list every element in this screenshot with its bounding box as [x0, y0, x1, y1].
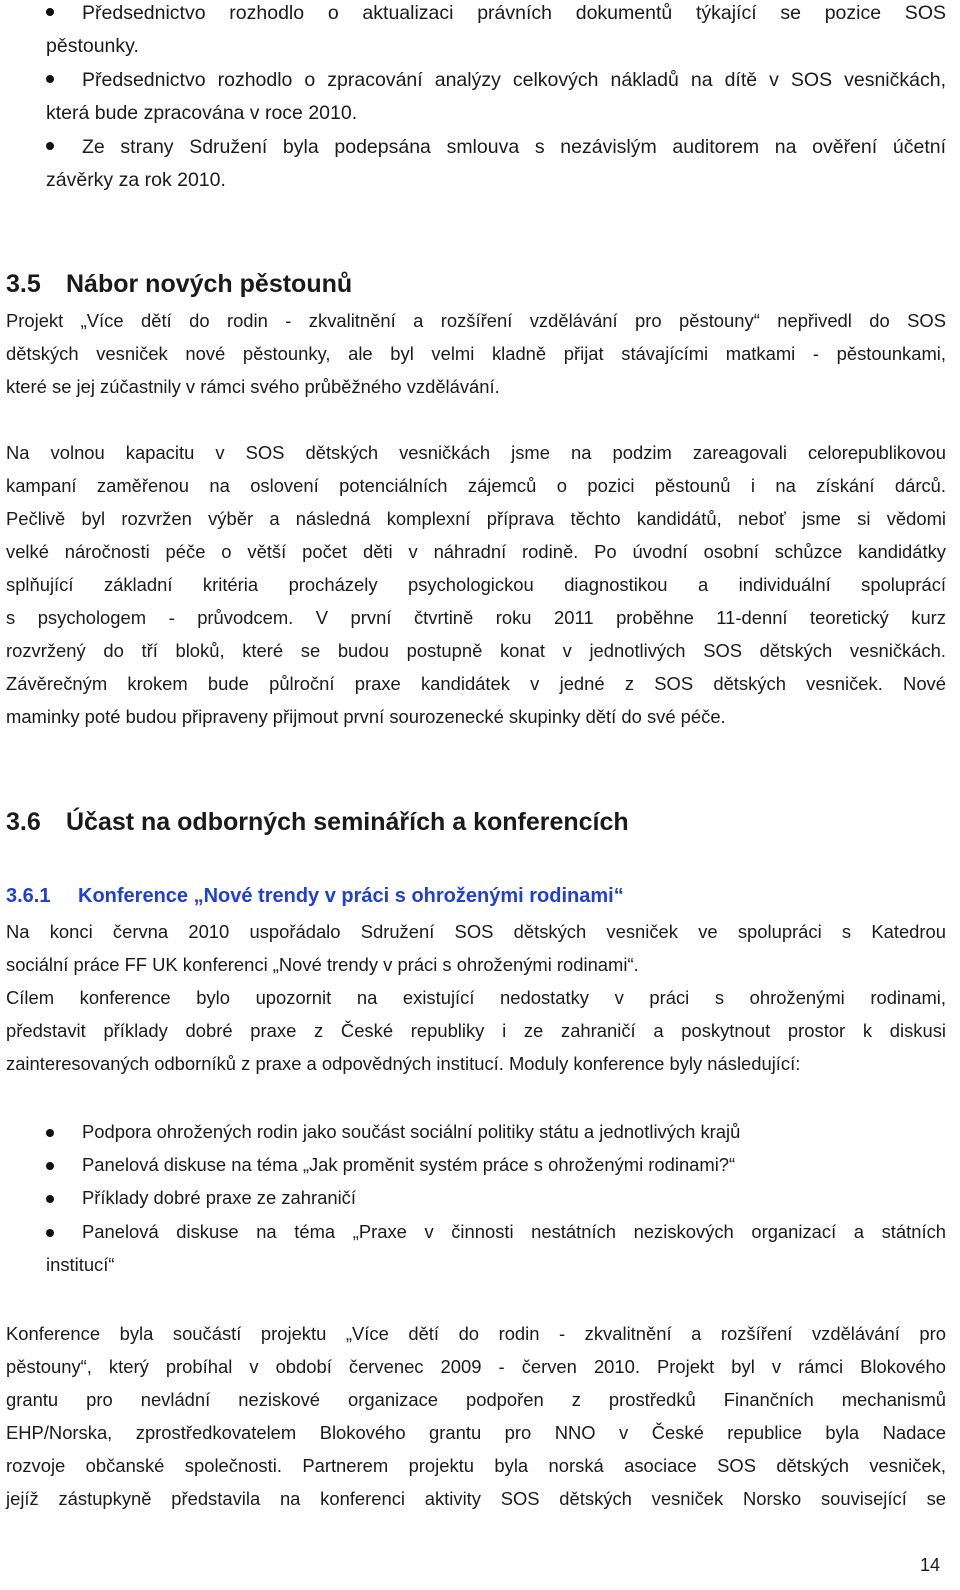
- section-number: 3.5: [6, 270, 41, 298]
- bullet-icon: [46, 1229, 54, 1237]
- paragraph-line: Pečlivě byl rozvržen výběr a následná komplexní příprava těchto kandidátů, neboť jsme si vědomi: [6, 508, 946, 529]
- section-heading-3-5: [6, 268, 946, 300]
- list-item: Panelová diskuse na téma „Jak proměnit systém práce s ohroženými rodinami?“: [82, 1154, 736, 1175]
- section-title: Nábor nových pěstounů: [66, 270, 353, 298]
- section-title: Účast na odborných seminářích a konferencích: [66, 808, 629, 836]
- list-item: Panelová diskuse na téma „Praxe v činnosti nestátních neziskových organizací a státních: [82, 1221, 946, 1242]
- page-number: 14: [919, 1555, 940, 1575]
- paragraph-line: EHP/Norska, zprostředkovatelem Blokového grantu pro NNO v České republice byla Nadace: [6, 1422, 946, 1443]
- bullet-icon: [46, 8, 54, 16]
- list-item-line: Ze strany Sdružení byla podepsána smlouva s nezávislým auditorem na ověření účetní: [82, 136, 946, 158]
- paragraph-line: pěstouny“, který probíhal v období červenec 2009 - červen 2010. Projekt byl v rámci Blokového: [6, 1356, 946, 1377]
- paragraph-line: rozvržený do tří bloků, které se budou postupně konat v jednotlivých SOS dětských vesničkách.: [6, 640, 946, 661]
- list-item-line: Předsednictvo rozhodlo o aktualizaci právních dokumentů týkající se pozice SOS: [82, 2, 946, 24]
- paragraph-line: které se jej zúčastnily v rámci svého průběžného vzdělávání.: [6, 376, 500, 397]
- paragraph-line: Cílem konference bylo upozornit na existující nedostatky v práci s ohroženými rodinami,: [6, 987, 946, 1008]
- paragraph-line: představit příklady dobré praxe z České republiky i ze zahraničí a poskytnout prostor k diskusi: [6, 1020, 946, 1041]
- paragraph-line: Na konci června 2010 uspořádalo Sdružení SOS dětských vesniček ve spolupráci s Katedrou: [6, 921, 946, 942]
- paragraph-line: sociální práce FF UK konferenci „Nové trendy v práci s ohroženými rodinami“.: [6, 954, 639, 975]
- list-item: Příklady dobré praxe ze zahraničí: [82, 1187, 356, 1208]
- subsection-number: 3.6.1: [6, 885, 51, 907]
- paragraph-line: Závěrečným krokem bude půlroční praxe kandidátek v jedné z SOS dětských vesniček. Nové: [6, 673, 946, 694]
- paragraph-line: splňující základní kritéria procházely psychologickou diagnostikou a individuální spoluprácí: [6, 574, 946, 595]
- subsection-heading-3-6-1: [6, 881, 946, 911]
- bullet-icon: [46, 142, 54, 150]
- bullet-icon: [46, 1162, 54, 1170]
- paragraph-line: velké náročnosti péče o větší počet děti v náhradní rodině. Po úvodní osobní schůzce kandidátky: [6, 541, 946, 562]
- paragraph-line: rozvoje občanské společnosti. Partnerem projektu byla norská asociace SOS dětských vesniček,: [6, 1455, 946, 1476]
- list-item-line: závěrky za rok 2010.: [46, 169, 226, 191]
- bullet-icon: [46, 1195, 54, 1203]
- paragraph-line: jejíž zástupkyně představila na konferenci aktivity SOS dětských vesniček Norsko související se: [6, 1488, 946, 1509]
- paragraph-line: maminky poté budou připraveny přijmout první sourozenecké skupinky dětí do své péče.: [6, 706, 726, 727]
- paragraph-line: zainteresovaných odborníků z praxe a odpovědných institucí. Moduly konference byly následující:: [6, 1053, 801, 1074]
- bullet-icon: [46, 1129, 54, 1137]
- paragraph-line: Projekt „Více dětí do rodin - zkvalitnění a rozšíření vzdělávání pro pěstouny“ nepřivedl do SOS: [6, 310, 946, 331]
- paragraph-line: kampaní zaměřenou na oslovení potenciálních zájemců o pozici pěstounů i na získání dárců.: [6, 475, 946, 496]
- section-heading-3-6: [6, 806, 946, 838]
- list-item: Podpora ohrožených rodin jako součást sociální politiky státu a jednotlivých krajů: [82, 1121, 741, 1142]
- bullet-icon: [46, 75, 54, 83]
- paragraph-line: Na volnou kapacitu v SOS dětských vesničkách jsme na podzim zareagovali celorepublikovou: [6, 442, 946, 463]
- paragraph-line: grantu pro nevládní neziskové organizace podpořen z prostředků Finančních mechanismů: [6, 1389, 946, 1410]
- list-item-line: institucí“: [46, 1254, 115, 1275]
- paragraph-line: s psychologem - průvodcem. V první čtvrtině roku 2011 proběhne 11-denní teoretický kurz: [6, 607, 946, 628]
- paragraph-line: Konference byla součástí projektu „Více dětí do rodin - zkvalitnění a rozšíření vzdělávání pro: [6, 1323, 946, 1344]
- section-number: 3.6: [6, 808, 41, 836]
- list-item-line: která bude zpracována v roce 2010.: [46, 102, 358, 124]
- paragraph-line: dětských vesniček nové pěstounky, ale byl velmi kladně přijat stávajícími matkami - pěstounkami,: [6, 343, 946, 364]
- subsection-title: Konference „Nové trendy v práci s ohroženými rodinami“: [78, 885, 624, 907]
- list-item-line: pěstounky.: [46, 35, 139, 57]
- list-item-line: Předsednictvo rozhodlo o zpracování analýzy celkových nákladů na dítě v SOS vesničkách,: [82, 69, 946, 91]
